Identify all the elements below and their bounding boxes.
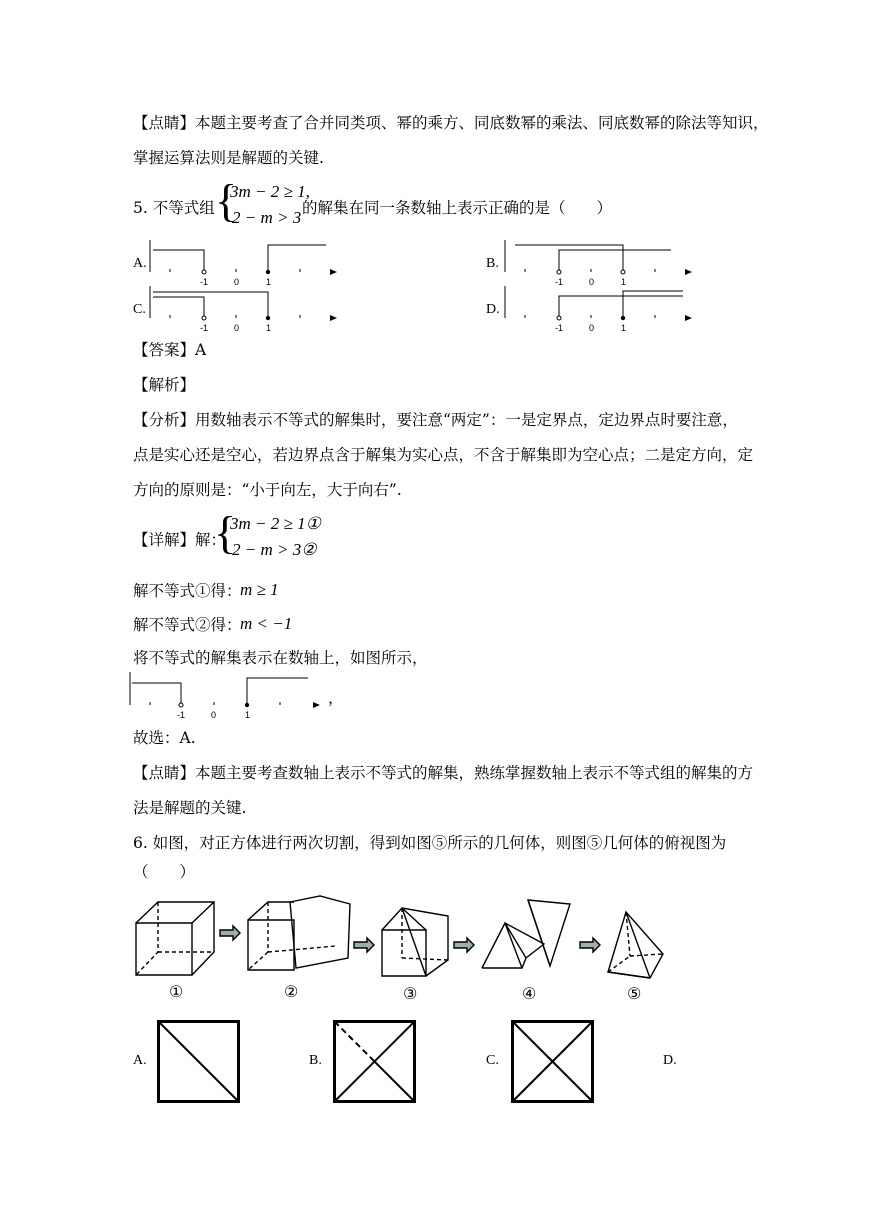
q6-figure-label-1: ① [169, 982, 184, 1001]
q5-comment-line2: 法是解题的关键. [133, 799, 247, 817]
svg-text:0: 0 [211, 710, 217, 720]
svg-text:1: 1 [621, 323, 627, 333]
q5-option-d-number-line [505, 286, 695, 334]
q6-figure-label-2: ② [284, 982, 299, 1001]
q5-comment-line1: 【点睛】本题主要考查数轴上表示不等式的解集，熟练掌握数轴上表示不等式组的解集的方 [133, 764, 754, 782]
q5-choose: 故选：A. [133, 729, 196, 747]
svg-text:-1: -1 [555, 277, 564, 287]
q5-analysis-line2: 点是实心还是空心，若边界点含于解集为实心点，不含于解集即为空心点；二是定方向，定 [133, 446, 754, 464]
q5-system-line2: 2 − m > 3 [232, 208, 302, 227]
q5-analysis-line1: 【分析】用数轴表示不等式的解集时，要注意“两定”：一是定界点，定边界点时要注意， [133, 411, 738, 429]
q6-option-c-label: C. [486, 1053, 499, 1068]
q4-comment-line1: 【点睛】本题主要考查了合并同类项、幂的乘方、同底数幂的乘法、同底数幂的除法等知识， [133, 114, 769, 132]
svg-text:-1: -1 [555, 323, 564, 333]
q5-option-d-label: D. [486, 302, 500, 317]
tick-1: 1 [266, 277, 272, 287]
q5-step2-text: 解不等式②得： [133, 616, 242, 634]
q5-step2-math: m < −1 [240, 614, 293, 633]
q6-option-a-figure [157, 1020, 241, 1104]
q5-analysis-line3: 方向的原则是：“小于向左，大于向右”. [133, 481, 402, 499]
q6-option-d-label: D. [663, 1053, 677, 1068]
q5-detail-system-line1: 3m − 2 ≥ 1① [230, 514, 321, 533]
q6-option-a-label: A. [133, 1053, 147, 1068]
q5-option-c-number-line [150, 286, 340, 334]
tick-neg1: -1 [200, 277, 209, 287]
q6-figure-label-4: ④ [522, 984, 537, 1003]
svg-text:-1: -1 [177, 710, 186, 720]
q6-line1: 6. 如图，对正方体进行两次切割，得到如图⑤所示的几何体，则图⑤几何体的俯视图为 [133, 834, 727, 852]
q6-option-b-label: B. [309, 1053, 322, 1068]
q5-detail-brace: { [214, 507, 237, 558]
svg-text:1: 1 [621, 277, 627, 287]
q5-solution-number-line [130, 672, 330, 720]
q5-answer: 【答案】A [133, 341, 207, 359]
q4-comment-line2: 掌握运算法则是解题的关键. [133, 149, 324, 167]
q6-line2: （ ） [133, 863, 196, 881]
svg-text:1: 1 [266, 323, 272, 333]
q6-figure-label-5: ⑤ [627, 984, 642, 1003]
q5-option-b-label: B. [486, 256, 499, 271]
q5-detail-system-line2: 2 − m > 3② [232, 540, 317, 559]
svg-text:1: 1 [245, 710, 251, 720]
svg-text:0: 0 [589, 323, 595, 333]
q5-prefix: 5. 不等式组 [133, 199, 215, 217]
svg-text:0: 0 [589, 277, 595, 287]
q5-system-line1: 3m − 2 ≥ 1, [230, 182, 310, 201]
q5-brace: { [215, 175, 238, 226]
q5-analysis-title: 【解析】 [133, 376, 196, 394]
q5-option-a-number-line [150, 240, 340, 288]
q5-option-c-label: C. [133, 302, 146, 317]
q6-option-c-figure [511, 1020, 595, 1104]
q5-option-b-number-line [505, 240, 695, 288]
svg-text:0: 0 [234, 323, 240, 333]
q5-option-a-label: A. [133, 256, 147, 271]
q6-option-b-figure [333, 1020, 417, 1104]
q5-comma: ， [328, 689, 344, 707]
q5-step3: 将不等式的解集表示在数轴上，如图所示， [133, 649, 428, 667]
q5-suffix: 的解集在同一条数轴上表示正确的是（ ） [302, 199, 613, 217]
tick-0: 0 [234, 277, 240, 287]
q5-step1-text: 解不等式①得： [133, 582, 242, 600]
q5-detail-label: 【详解】解： [133, 531, 227, 549]
svg-text:-1: -1 [200, 323, 209, 333]
q5-step1-math: m ≥ 1 [240, 580, 279, 599]
q6-figure-label-3: ③ [403, 984, 418, 1003]
